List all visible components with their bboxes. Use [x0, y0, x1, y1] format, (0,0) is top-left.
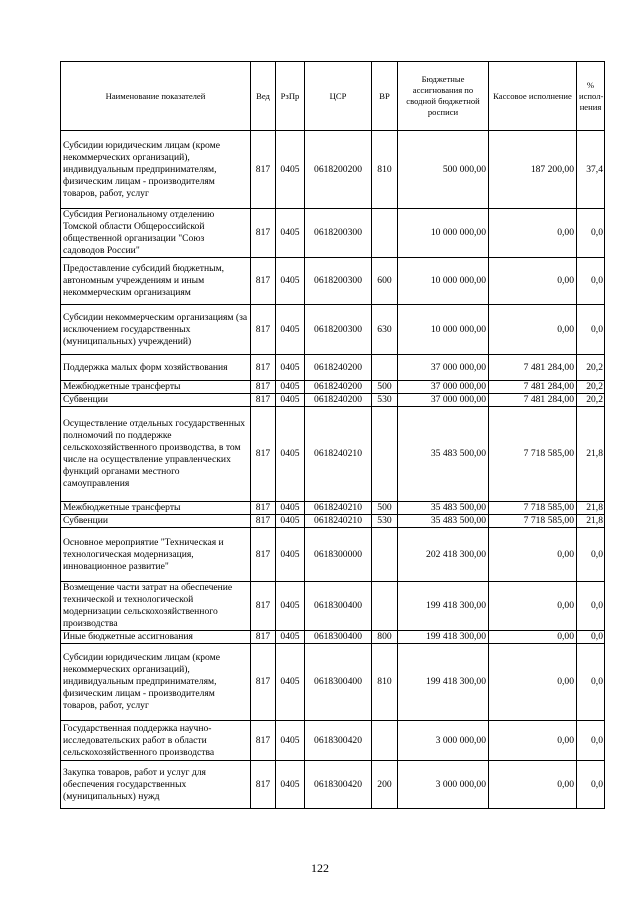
cell-ved: 817 — [251, 631, 276, 644]
cell-name: Поддержка малых форм хозяйствования — [61, 355, 251, 381]
cell-csr: 0618300420 — [305, 761, 372, 809]
cell-vr: 800 — [372, 631, 398, 644]
cell-name: Основное мероприятие "Техническая и технологическая модернизация, инновационное развитие" — [61, 528, 251, 582]
cell-vr: 810 — [372, 131, 398, 209]
header-cash: Кассовое исполнение — [489, 62, 577, 131]
cell-cash: 7 718 585,00 — [489, 515, 577, 528]
table-row — [61, 515, 605, 528]
table-row — [61, 258, 605, 305]
cell-csr: 0618200300 — [305, 209, 372, 258]
cell-vr — [372, 721, 398, 761]
cell-name: Осуществление отдельных государственных полномочий по поддержке сельскохозяйственного производства, в том числе на осуществление управленческих функций органами местного самоуправления — [61, 407, 251, 502]
cell-vr — [372, 582, 398, 631]
cell-cash: 0,00 — [489, 582, 577, 631]
cell-pct: 0,0 — [577, 528, 605, 582]
table-row — [61, 131, 605, 209]
cell-pct: 0,0 — [577, 631, 605, 644]
cell-name: Субсидии юридическим лицам (кроме некоммерческих организаций), индивидуальным предпринимателям, физическим лицам - производителям товаров, работ, услуг — [61, 131, 251, 209]
cell-vr: 600 — [372, 258, 398, 305]
cell-rzpr: 0405 — [276, 394, 305, 407]
cell-cash: 0,00 — [489, 305, 577, 355]
cell-csr: 0618240210 — [305, 407, 372, 502]
table-row — [61, 407, 605, 502]
cell-name: Возмещение части затрат на обеспечение технической и технологической модернизации сельскохозяйственного производства — [61, 582, 251, 631]
table-row — [61, 631, 605, 644]
cell-rzpr: 0405 — [276, 305, 305, 355]
budget-table — [60, 61, 605, 809]
cell-csr: 0618300400 — [305, 582, 372, 631]
cell-pct: 21,8 — [577, 515, 605, 528]
cell-csr: 0618300400 — [305, 631, 372, 644]
cell-csr: 0618240200 — [305, 381, 372, 394]
page-number: 122 — [311, 861, 329, 875]
cell-name: Субвенции — [61, 394, 251, 407]
cell-pct: 0,0 — [577, 209, 605, 258]
cell-pct: 21,8 — [577, 502, 605, 515]
cell-name: Иные бюджетные ассигнования — [61, 631, 251, 644]
cell-budget: 199 418 300,00 — [398, 582, 489, 631]
cell-pct: 0,0 — [577, 644, 605, 721]
cell-vr — [372, 528, 398, 582]
table-row — [61, 528, 605, 582]
cell-cash: 7 481 284,00 — [489, 394, 577, 407]
header-pct: % испол-нения — [577, 62, 605, 131]
cell-budget: 202 418 300,00 — [398, 528, 489, 582]
cell-name: Субсидия Региональному отделению Томской области Общероссийской общественной организации "Союз садоводов России" — [61, 209, 251, 258]
cell-cash: 7 718 585,00 — [489, 407, 577, 502]
cell-ved: 817 — [251, 131, 276, 209]
cell-ved: 817 — [251, 258, 276, 305]
cell-vr — [372, 407, 398, 502]
cell-cash: 0,00 — [489, 258, 577, 305]
cell-pct: 0,0 — [577, 258, 605, 305]
cell-ved: 817 — [251, 381, 276, 394]
cell-pct: 0,0 — [577, 761, 605, 809]
cell-rzpr: 0405 — [276, 258, 305, 305]
cell-csr: 0618300400 — [305, 644, 372, 721]
cell-pct: 20,2 — [577, 355, 605, 381]
cell-pct: 0,0 — [577, 721, 605, 761]
cell-rzpr: 0405 — [276, 644, 305, 721]
table-row — [61, 355, 605, 381]
cell-pct: 37,4 — [577, 131, 605, 209]
cell-rzpr: 0405 — [276, 209, 305, 258]
cell-csr: 0618240200 — [305, 394, 372, 407]
header-name: Наименование показателей — [61, 62, 251, 131]
cell-name: Межбюджетные трансферты — [61, 381, 251, 394]
cell-rzpr: 0405 — [276, 528, 305, 582]
cell-ved: 817 — [251, 209, 276, 258]
cell-cash: 0,00 — [489, 644, 577, 721]
cell-name: Государственная поддержка научно-исследовательских работ в области сельскохозяйственного производства — [61, 721, 251, 761]
table-row — [61, 761, 605, 809]
table-row — [61, 721, 605, 761]
cell-csr: 0618240210 — [305, 515, 372, 528]
cell-rzpr: 0405 — [276, 381, 305, 394]
cell-budget: 10 000 000,00 — [398, 258, 489, 305]
cell-csr: 0618300420 — [305, 721, 372, 761]
cell-pct: 21,8 — [577, 407, 605, 502]
cell-ved: 817 — [251, 721, 276, 761]
cell-pct: 0,0 — [577, 582, 605, 631]
cell-vr — [372, 355, 398, 381]
cell-cash: 0,00 — [489, 721, 577, 761]
cell-csr: 0618300000 — [305, 528, 372, 582]
cell-vr: 630 — [372, 305, 398, 355]
cell-cash: 0,00 — [489, 209, 577, 258]
cell-ved: 817 — [251, 644, 276, 721]
cell-ved: 817 — [251, 407, 276, 502]
header-budget: Бюджетные ассигнования по сводной бюджетной росписи — [398, 62, 489, 131]
cell-rzpr: 0405 — [276, 631, 305, 644]
cell-name: Субсидии некоммерческим организациям (за исключением государственных (муниципальных) учреждений) — [61, 305, 251, 355]
cell-ved: 817 — [251, 355, 276, 381]
cell-ved: 817 — [251, 515, 276, 528]
cell-csr: 0618240200 — [305, 355, 372, 381]
cell-name: Субсидии юридическим лицам (кроме некоммерческих организаций), индивидуальным предпринимателям, физическим лицам - производителям товаров, работ, услуг — [61, 644, 251, 721]
cell-name: Предоставление субсидий бюджетным, автономным учреждениям и иным некоммерческим организациям — [61, 258, 251, 305]
table-row — [61, 209, 605, 258]
header-vr: ВР — [372, 62, 398, 131]
table-row — [61, 644, 605, 721]
cell-budget: 10 000 000,00 — [398, 305, 489, 355]
cell-pct: 20,2 — [577, 394, 605, 407]
cell-budget: 3 000 000,00 — [398, 721, 489, 761]
cell-budget: 199 418 300,00 — [398, 631, 489, 644]
cell-vr: 810 — [372, 644, 398, 721]
cell-cash: 7 481 284,00 — [489, 355, 577, 381]
cell-vr: 500 — [372, 381, 398, 394]
table-row — [61, 582, 605, 631]
cell-cash: 7 718 585,00 — [489, 502, 577, 515]
table-row — [61, 305, 605, 355]
cell-budget: 3 000 000,00 — [398, 761, 489, 809]
table-row — [61, 502, 605, 515]
cell-budget: 35 483 500,00 — [398, 502, 489, 515]
cell-budget: 199 418 300,00 — [398, 644, 489, 721]
cell-cash: 0,00 — [489, 528, 577, 582]
cell-cash: 7 481 284,00 — [489, 381, 577, 394]
cell-budget: 35 483 500,00 — [398, 515, 489, 528]
cell-vr: 200 — [372, 761, 398, 809]
cell-budget: 37 000 000,00 — [398, 394, 489, 407]
cell-budget: 37 000 000,00 — [398, 355, 489, 381]
cell-rzpr: 0405 — [276, 407, 305, 502]
cell-vr — [372, 209, 398, 258]
cell-name: Субвенции — [61, 515, 251, 528]
cell-cash: 0,00 — [489, 631, 577, 644]
cell-rzpr: 0405 — [276, 761, 305, 809]
cell-ved: 817 — [251, 528, 276, 582]
cell-csr: 0618200200 — [305, 131, 372, 209]
cell-csr: 0618200300 — [305, 258, 372, 305]
cell-budget: 37 000 000,00 — [398, 381, 489, 394]
cell-cash: 0,00 — [489, 761, 577, 809]
cell-ved: 817 — [251, 582, 276, 631]
header-csr: ЦСР — [305, 62, 372, 131]
cell-csr: 0618240210 — [305, 502, 372, 515]
table-body — [61, 131, 605, 809]
cell-vr: 530 — [372, 515, 398, 528]
cell-ved: 817 — [251, 305, 276, 355]
table-header-row — [61, 62, 605, 131]
cell-pct: 0,0 — [577, 305, 605, 355]
cell-csr: 0618200300 — [305, 305, 372, 355]
cell-ved: 817 — [251, 394, 276, 407]
cell-vr: 500 — [372, 502, 398, 515]
cell-name: Закупка товаров, работ и услуг для обеспечения государственных (муниципальных) нужд — [61, 761, 251, 809]
cell-rzpr: 0405 — [276, 131, 305, 209]
cell-ved: 817 — [251, 502, 276, 515]
cell-name: Межбюджетные трансферты — [61, 502, 251, 515]
cell-vr: 530 — [372, 394, 398, 407]
cell-cash: 187 200,00 — [489, 131, 577, 209]
cell-budget: 10 000 000,00 — [398, 209, 489, 258]
cell-rzpr: 0405 — [276, 721, 305, 761]
cell-budget: 500 000,00 — [398, 131, 489, 209]
header-ved: Вед — [251, 62, 276, 131]
table-row — [61, 394, 605, 407]
table-row — [61, 381, 605, 394]
header-rzpr: РзПр — [276, 62, 305, 131]
cell-pct: 20,2 — [577, 381, 605, 394]
cell-budget: 35 483 500,00 — [398, 407, 489, 502]
cell-ved: 817 — [251, 761, 276, 809]
cell-rzpr: 0405 — [276, 515, 305, 528]
cell-rzpr: 0405 — [276, 355, 305, 381]
cell-rzpr: 0405 — [276, 582, 305, 631]
cell-rzpr: 0405 — [276, 502, 305, 515]
